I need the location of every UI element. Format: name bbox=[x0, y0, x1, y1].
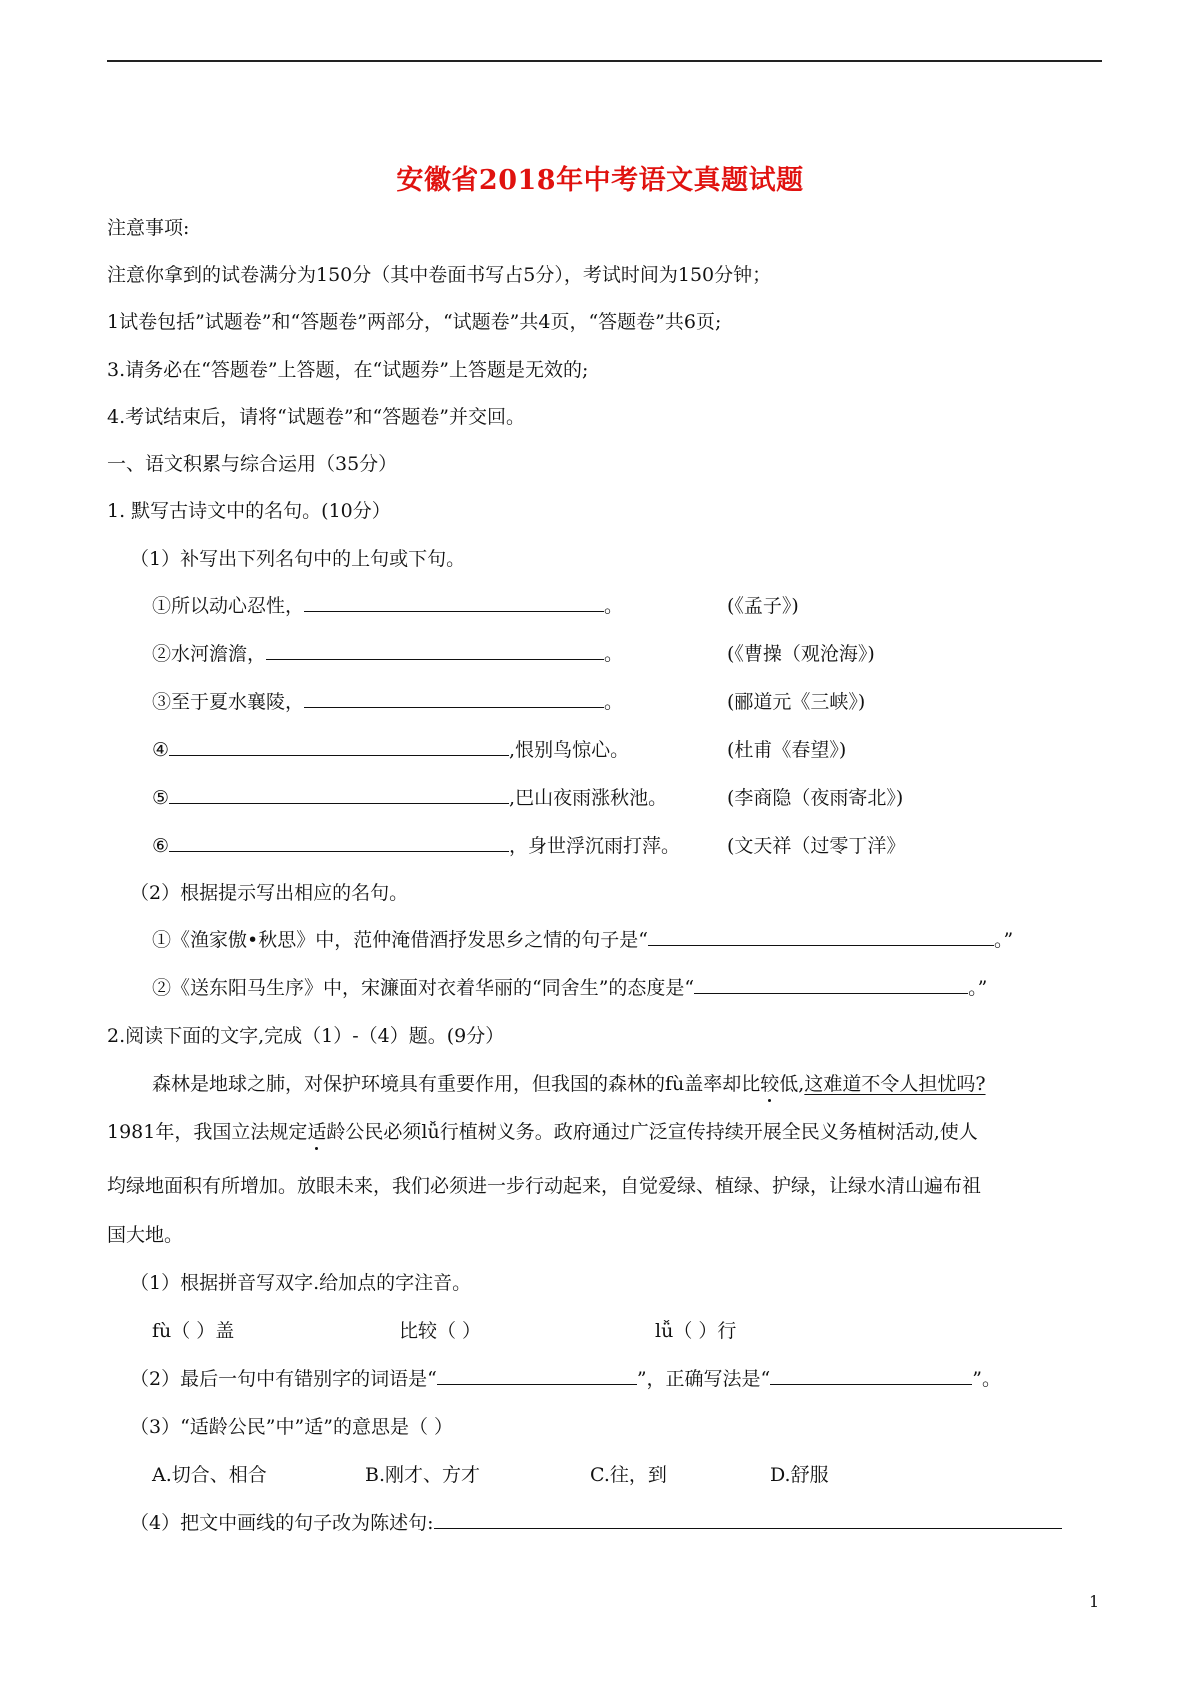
prompt-item-2 bbox=[152, 975, 987, 1001]
passage-line-2 bbox=[107, 1119, 978, 1145]
option-b[interactable]: B.刚才、方才 bbox=[365, 1464, 481, 1486]
notice-item: 4.考试结束后，请将“试题卷”和“答题卷”并交回。 bbox=[107, 406, 525, 428]
fill-item-source: (文天祥（过零丁洋》 bbox=[727, 835, 906, 857]
passage-line-1 bbox=[152, 1071, 986, 1097]
page-number: 1 bbox=[1089, 1592, 1100, 1611]
fill-item-source: (杜甫《春望》) bbox=[727, 739, 847, 761]
fill-item-prefix: ⑤ bbox=[152, 787, 170, 809]
prompt-suffix: 。” bbox=[968, 977, 988, 999]
fill-item-2 bbox=[152, 641, 623, 667]
underlined-sentence: 这难道不令人担忧吗? bbox=[804, 1073, 986, 1095]
passage-text: 龄公民必须lǚ行植树义务。政府通过广泛宣传持续开展全民义务植树活动,使人 bbox=[326, 1121, 978, 1143]
fill-item-suffix: 。 bbox=[604, 595, 624, 617]
answer-blank[interactable] bbox=[304, 593, 604, 612]
fill-item-suffix: ,恨别鸟惊心。 bbox=[509, 739, 630, 761]
passage-line-4: 国大地。 bbox=[107, 1224, 184, 1246]
pinyin-item[interactable]: lǚ（ ）行 bbox=[655, 1320, 737, 1342]
prompt-text: （2）最后一句中有错别字的词语是“ bbox=[130, 1368, 437, 1390]
prompt-item-1 bbox=[152, 927, 1013, 953]
fill-item-source: (《曹操（观沧海》) bbox=[727, 643, 875, 665]
fill-item-source: (李商隐（夜雨寄北》) bbox=[727, 787, 904, 809]
answer-blank[interactable] bbox=[169, 785, 509, 804]
pinyin-item[interactable]: 比较（ ） bbox=[399, 1320, 482, 1342]
fill-item-5 bbox=[152, 785, 667, 811]
answer-blank[interactable] bbox=[266, 641, 604, 660]
fill-item-6 bbox=[152, 833, 680, 859]
fill-item-3 bbox=[152, 689, 623, 715]
passage-text: 1981年，我国立法规定 bbox=[107, 1121, 308, 1143]
q2-part2 bbox=[130, 1366, 1001, 1392]
prompt-suffix: 。” bbox=[993, 929, 1014, 951]
prompt-text: ②《送东阳马生序》中，宋濂面对衣着华丽的“同舍生”的态度是“ bbox=[152, 977, 695, 999]
fill-item-prefix: ③至于夏水襄陵， bbox=[152, 691, 305, 713]
notice-item: 注意你拿到的试卷满分为150分（其中卷面书写占5分），考试时间为150分钟； bbox=[107, 264, 772, 286]
prompt-text: ①《渔家傲•秋思》中，范仲淹借酒抒发思乡之情的句子是“ bbox=[152, 929, 648, 951]
question-1-heading: 1. 默写古诗文中的名句。(10分） bbox=[107, 500, 391, 522]
answer-blank[interactable] bbox=[169, 737, 509, 756]
fill-item-prefix: ①所以动心忍性， bbox=[152, 595, 305, 617]
fill-item-4 bbox=[152, 737, 629, 763]
fill-item-source: (郦道元《三峡》) bbox=[727, 691, 866, 713]
answer-blank[interactable] bbox=[770, 1366, 972, 1385]
dotted-char: 较 bbox=[760, 1073, 780, 1095]
notice-item: 1试卷包括”试题卷”和“答题卷”两部分，“试题卷”共4页，“答题卷”共6页; bbox=[107, 311, 722, 333]
pinyin-item[interactable]: fù（ ）盖 bbox=[152, 1320, 235, 1342]
option-d[interactable]: D.舒服 bbox=[770, 1464, 829, 1486]
answer-blank[interactable] bbox=[648, 927, 994, 946]
answer-blank[interactable] bbox=[304, 689, 604, 708]
q1-part1-heading: （1）补写出下列名句中的上句或下句。 bbox=[130, 548, 466, 570]
dotted-char: 适 bbox=[307, 1121, 327, 1143]
notice-item: 3.请务必在“答题卷”上答题，在“试题券”上答题是无效的; bbox=[107, 359, 589, 381]
answer-blank[interactable] bbox=[169, 833, 509, 852]
prompt-text: （4）把文中画线的句子改为陈述句: bbox=[130, 1512, 434, 1534]
prompt-text: ”，正确写法是“ bbox=[636, 1368, 771, 1390]
passage-text: 森林是地球之肺，对保护环境具有重要作用，但我国的森林的fù盖率却比 bbox=[152, 1073, 761, 1095]
header-rule bbox=[107, 60, 1102, 62]
section-heading: 一、语文积累与综合运用（35分） bbox=[107, 453, 398, 475]
notice-heading: 注意事项: bbox=[107, 217, 190, 239]
passage-line-3: 均绿地面积有所增加。放眼未来，我们必须进一步行动起来，自觉爱绿、植绿、护绿，让绿水清山遍布祖 bbox=[107, 1175, 982, 1197]
passage-text: 低, bbox=[779, 1073, 805, 1095]
question-2-heading: 2.阅读下面的文字,完成（1）-（4）题。(9分） bbox=[107, 1025, 505, 1047]
option-a[interactable]: A.切合、相合 bbox=[152, 1464, 267, 1486]
q2-part1-heading: （1）根据拼音写双字.给加点的字注音。 bbox=[130, 1272, 472, 1294]
answer-blank[interactable] bbox=[694, 975, 968, 994]
q1-part2-heading: （2）根据提示写出相应的名句。 bbox=[130, 882, 409, 904]
answer-blank[interactable] bbox=[434, 1510, 1062, 1529]
fill-item-suffix: 。 bbox=[604, 691, 624, 713]
option-c[interactable]: C.往，到 bbox=[590, 1464, 667, 1486]
fill-item-suffix: ，身世浮沉雨打萍。 bbox=[509, 835, 681, 857]
q2-part3: （3）“适龄公民”中”适”的意思是（ ） bbox=[130, 1416, 453, 1438]
fill-item-suffix: ,巴山夜雨涨秋池。 bbox=[509, 787, 668, 809]
fill-item-suffix: 。 bbox=[604, 643, 624, 665]
fill-item-prefix: ②水河澹澹， bbox=[152, 643, 267, 665]
answer-blank[interactable] bbox=[437, 1366, 637, 1385]
fill-item-source: (《孟子》) bbox=[727, 595, 799, 617]
fill-item-prefix: ⑥ bbox=[152, 835, 170, 857]
prompt-text: ”。 bbox=[972, 1368, 1001, 1390]
page-title: 安徽省2018年中考语文真题试题 bbox=[396, 165, 804, 196]
fill-item-1 bbox=[152, 593, 623, 619]
q2-part4 bbox=[130, 1510, 1062, 1536]
fill-item-prefix: ④ bbox=[152, 739, 170, 761]
